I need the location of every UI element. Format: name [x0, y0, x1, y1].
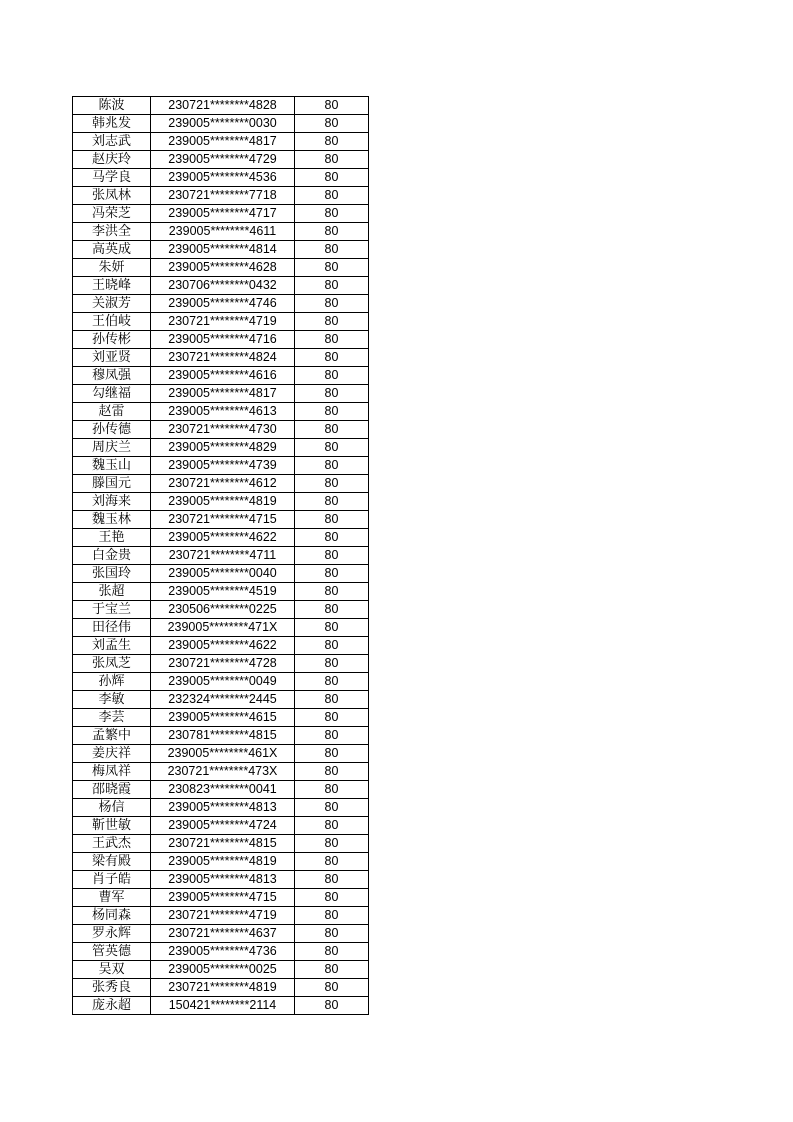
score-cell: 80	[295, 241, 369, 259]
name-cell: 周庆兰	[73, 439, 151, 457]
name-cell: 邵晓霞	[73, 781, 151, 799]
score-cell: 80	[295, 997, 369, 1015]
score-cell: 80	[295, 187, 369, 205]
table-row	[73, 259, 369, 277]
score-cell: 80	[295, 637, 369, 655]
score-cell: 80	[295, 367, 369, 385]
name-cell: 姜庆祥	[73, 745, 151, 763]
id-number-cell: 239005********4613	[151, 403, 295, 421]
name-cell: 庞永超	[73, 997, 151, 1015]
name-cell: 魏玉林	[73, 511, 151, 529]
score-cell: 80	[295, 565, 369, 583]
name-cell: 滕国元	[73, 475, 151, 493]
score-cell: 80	[295, 169, 369, 187]
id-number-cell: 230721********4819	[151, 979, 295, 997]
id-number-cell: 230721********4637	[151, 925, 295, 943]
id-number-cell: 239005********0040	[151, 565, 295, 583]
score-cell: 80	[295, 655, 369, 673]
name-cell: 高英成	[73, 241, 151, 259]
roster-table	[72, 96, 369, 1015]
score-cell: 80	[295, 403, 369, 421]
name-cell: 田径伟	[73, 619, 151, 637]
table-row	[73, 745, 369, 763]
table-row	[73, 601, 369, 619]
table-row	[73, 691, 369, 709]
table-row	[73, 223, 369, 241]
table-row	[73, 457, 369, 475]
score-cell: 80	[295, 259, 369, 277]
name-cell: 靳世敏	[73, 817, 151, 835]
name-cell: 赵庆玲	[73, 151, 151, 169]
id-number-cell: 239005********4819	[151, 493, 295, 511]
name-cell: 冯荣芝	[73, 205, 151, 223]
score-cell: 80	[295, 493, 369, 511]
table-row	[73, 853, 369, 871]
table-row	[73, 277, 369, 295]
score-cell: 80	[295, 907, 369, 925]
id-number-cell: 239005********4819	[151, 853, 295, 871]
table-row	[73, 205, 369, 223]
name-cell: 关淑芳	[73, 295, 151, 313]
table-row	[73, 187, 369, 205]
name-cell: 张凤林	[73, 187, 151, 205]
score-cell: 80	[295, 709, 369, 727]
table-row	[73, 619, 369, 637]
id-number-cell: 230721********4828	[151, 97, 295, 115]
id-number-cell: 239005********4736	[151, 943, 295, 961]
id-number-cell: 230721********7718	[151, 187, 295, 205]
table-row	[73, 925, 369, 943]
table-row	[73, 529, 369, 547]
id-number-cell: 230781********4815	[151, 727, 295, 745]
id-number-cell: 239005********4814	[151, 241, 295, 259]
score-cell: 80	[295, 133, 369, 151]
id-number-cell: 239005********4813	[151, 871, 295, 889]
table-row	[73, 673, 369, 691]
name-cell: 王武杰	[73, 835, 151, 853]
score-cell: 80	[295, 835, 369, 853]
id-number-cell: 239005********4829	[151, 439, 295, 457]
id-number-cell: 230721********4719	[151, 907, 295, 925]
id-number-cell: 239005********4813	[151, 799, 295, 817]
score-cell: 80	[295, 745, 369, 763]
name-cell: 罗永辉	[73, 925, 151, 943]
name-cell: 张秀良	[73, 979, 151, 997]
id-number-cell: 230721********4711	[151, 547, 295, 565]
table-row	[73, 583, 369, 601]
name-cell: 刘志武	[73, 133, 151, 151]
id-number-cell: 150421********2114	[151, 997, 295, 1015]
table-row	[73, 781, 369, 799]
name-cell: 刘亚贤	[73, 349, 151, 367]
table-row	[73, 151, 369, 169]
score-cell: 80	[295, 673, 369, 691]
name-cell: 白金贵	[73, 547, 151, 565]
id-number-cell: 239005********4817	[151, 385, 295, 403]
id-number-cell: 239005********4715	[151, 889, 295, 907]
table-row	[73, 979, 369, 997]
name-cell: 勾继福	[73, 385, 151, 403]
table-row	[73, 97, 369, 115]
table-row	[73, 961, 369, 979]
name-cell: 陈波	[73, 97, 151, 115]
table-row	[73, 331, 369, 349]
roster-table-body	[73, 97, 369, 1015]
table-row	[73, 817, 369, 835]
id-number-cell: 230721********4715	[151, 511, 295, 529]
score-cell: 80	[295, 799, 369, 817]
score-cell: 80	[295, 619, 369, 637]
id-number-cell: 239005********471X	[151, 619, 295, 637]
score-cell: 80	[295, 925, 369, 943]
id-number-cell: 230506********0225	[151, 601, 295, 619]
name-cell: 刘海来	[73, 493, 151, 511]
table-row	[73, 313, 369, 331]
table-row	[73, 511, 369, 529]
name-cell: 李敏	[73, 691, 151, 709]
score-cell: 80	[295, 727, 369, 745]
score-cell: 80	[295, 529, 369, 547]
name-cell: 吴双	[73, 961, 151, 979]
score-cell: 80	[295, 547, 369, 565]
id-number-cell: 230721********473X	[151, 763, 295, 781]
table-row	[73, 349, 369, 367]
name-cell: 马学良	[73, 169, 151, 187]
id-number-cell: 239005********4536	[151, 169, 295, 187]
score-cell: 80	[295, 853, 369, 871]
table-row	[73, 115, 369, 133]
name-cell: 张凤芝	[73, 655, 151, 673]
name-cell: 梁有殿	[73, 853, 151, 871]
score-cell: 80	[295, 223, 369, 241]
table-row	[73, 421, 369, 439]
table-row	[73, 763, 369, 781]
score-cell: 80	[295, 277, 369, 295]
score-cell: 80	[295, 583, 369, 601]
id-number-cell: 239005********4611	[151, 223, 295, 241]
score-cell: 80	[295, 871, 369, 889]
score-cell: 80	[295, 97, 369, 115]
id-number-cell: 239005********0049	[151, 673, 295, 691]
id-number-cell: 230721********4815	[151, 835, 295, 853]
id-number-cell: 230721********4730	[151, 421, 295, 439]
name-cell: 张国玲	[73, 565, 151, 583]
score-cell: 80	[295, 313, 369, 331]
score-cell: 80	[295, 151, 369, 169]
table-row	[73, 637, 369, 655]
score-cell: 80	[295, 349, 369, 367]
name-cell: 孙传彬	[73, 331, 151, 349]
score-cell: 80	[295, 601, 369, 619]
name-cell: 赵雷	[73, 403, 151, 421]
id-number-cell: 230721********4728	[151, 655, 295, 673]
score-cell: 80	[295, 979, 369, 997]
id-number-cell: 239005********4622	[151, 637, 295, 655]
table-row	[73, 835, 369, 853]
table-row	[73, 367, 369, 385]
table-row	[73, 385, 369, 403]
name-cell: 李洪全	[73, 223, 151, 241]
score-cell: 80	[295, 295, 369, 313]
id-number-cell: 239005********0030	[151, 115, 295, 133]
table-row	[73, 727, 369, 745]
name-cell: 孟繁中	[73, 727, 151, 745]
id-number-cell: 239005********461X	[151, 745, 295, 763]
score-cell: 80	[295, 205, 369, 223]
id-number-cell: 230706********0432	[151, 277, 295, 295]
name-cell: 杨同森	[73, 907, 151, 925]
id-number-cell: 239005********4628	[151, 259, 295, 277]
table-row	[73, 439, 369, 457]
score-cell: 80	[295, 439, 369, 457]
score-cell: 80	[295, 763, 369, 781]
id-number-cell: 232324********2445	[151, 691, 295, 709]
id-number-cell: 230721********4612	[151, 475, 295, 493]
name-cell: 曹军	[73, 889, 151, 907]
table-row	[73, 547, 369, 565]
name-cell: 梅凤祥	[73, 763, 151, 781]
name-cell: 刘孟生	[73, 637, 151, 655]
id-number-cell: 239005********4616	[151, 367, 295, 385]
score-cell: 80	[295, 781, 369, 799]
name-cell: 李芸	[73, 709, 151, 727]
table-row	[73, 655, 369, 673]
name-cell: 朱妍	[73, 259, 151, 277]
name-cell: 穆凤强	[73, 367, 151, 385]
name-cell: 于宝兰	[73, 601, 151, 619]
score-cell: 80	[295, 457, 369, 475]
table-row	[73, 403, 369, 421]
name-cell: 肖子皓	[73, 871, 151, 889]
id-number-cell: 239005********4729	[151, 151, 295, 169]
table-row	[73, 871, 369, 889]
name-cell: 王晓峰	[73, 277, 151, 295]
table-row	[73, 295, 369, 313]
score-cell: 80	[295, 889, 369, 907]
score-cell: 80	[295, 943, 369, 961]
id-number-cell: 230823********0041	[151, 781, 295, 799]
table-row	[73, 889, 369, 907]
table-row	[73, 997, 369, 1015]
score-cell: 80	[295, 961, 369, 979]
score-cell: 80	[295, 511, 369, 529]
table-row	[73, 907, 369, 925]
name-cell: 孙传德	[73, 421, 151, 439]
name-cell: 韩兆发	[73, 115, 151, 133]
id-number-cell: 239005********4739	[151, 457, 295, 475]
name-cell: 王伯岐	[73, 313, 151, 331]
score-cell: 80	[295, 421, 369, 439]
score-cell: 80	[295, 691, 369, 709]
id-number-cell: 239005********0025	[151, 961, 295, 979]
id-number-cell: 239005********4716	[151, 331, 295, 349]
table-row	[73, 241, 369, 259]
table-row	[73, 133, 369, 151]
table-row	[73, 799, 369, 817]
table-row	[73, 169, 369, 187]
name-cell: 孙辉	[73, 673, 151, 691]
name-cell: 张超	[73, 583, 151, 601]
score-cell: 80	[295, 817, 369, 835]
id-number-cell: 230721********4824	[151, 349, 295, 367]
table-row	[73, 943, 369, 961]
score-cell: 80	[295, 385, 369, 403]
table-row	[73, 709, 369, 727]
name-cell: 管英德	[73, 943, 151, 961]
id-number-cell: 239005********4519	[151, 583, 295, 601]
table-row	[73, 493, 369, 511]
id-number-cell: 230721********4719	[151, 313, 295, 331]
id-number-cell: 239005********4746	[151, 295, 295, 313]
name-cell: 杨信	[73, 799, 151, 817]
table-row	[73, 565, 369, 583]
id-number-cell: 239005********4817	[151, 133, 295, 151]
id-number-cell: 239005********4724	[151, 817, 295, 835]
name-cell: 魏玉山	[73, 457, 151, 475]
score-cell: 80	[295, 115, 369, 133]
score-cell: 80	[295, 475, 369, 493]
id-number-cell: 239005********4615	[151, 709, 295, 727]
name-cell: 王艳	[73, 529, 151, 547]
table-row	[73, 475, 369, 493]
id-number-cell: 239005********4622	[151, 529, 295, 547]
score-cell: 80	[295, 331, 369, 349]
id-number-cell: 239005********4717	[151, 205, 295, 223]
